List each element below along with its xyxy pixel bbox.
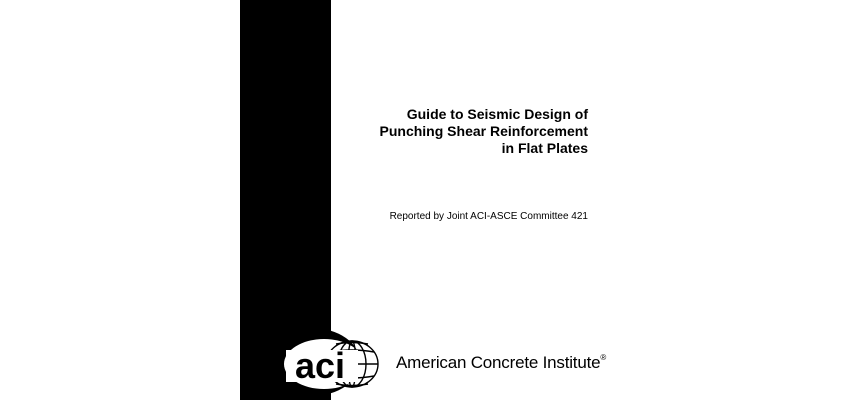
title-line-3: in Flat Plates: [501, 140, 588, 156]
logo-text: aci: [294, 345, 346, 386]
publisher-name: [396, 348, 606, 373]
registered-mark: ®: [600, 353, 607, 362]
title-line-2: Punching Shear Reinforcement: [379, 123, 588, 139]
aci-globe-logo-icon: [262, 326, 384, 398]
publisher-name-text: American Concrete Institute: [396, 353, 601, 372]
document-title: [380, 106, 588, 157]
reported-by-line: Reported by Joint ACI-ASCE Committee 421: [389, 211, 588, 222]
title-line-1: Guide to Seismic Design of: [406, 106, 588, 122]
